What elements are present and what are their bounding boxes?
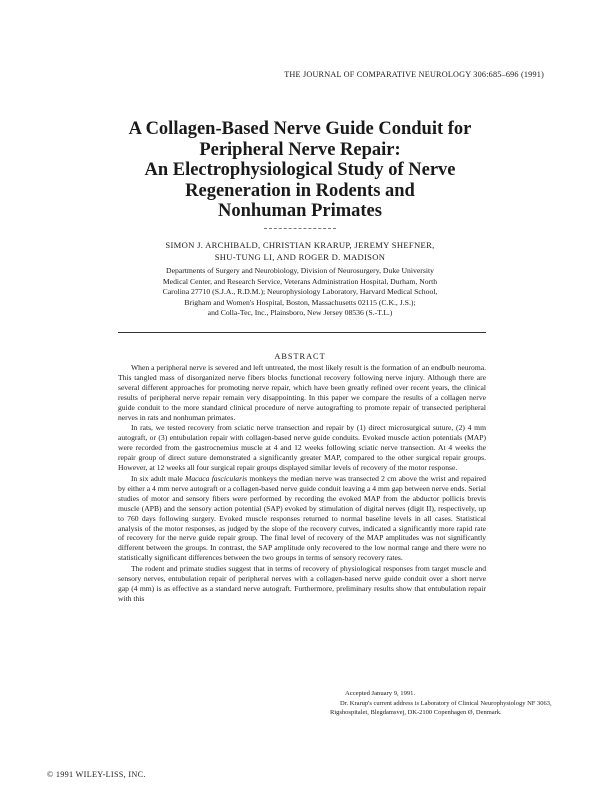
affiliation-line: Departments of Surgery and Neurobiology, Division of Neurosurgery, Duke University — [166, 266, 434, 275]
abstract-divider — [118, 332, 486, 333]
author-list — [0, 240, 600, 263]
abstract-heading: ABSTRACT — [274, 352, 326, 361]
affiliation-line: Medical Center, and Research Service, Veterans Administration Hospital, Durham, North — [162, 276, 438, 286]
abstract-paragraph: When a peripheral nerve is severed and left untreated, the most likely result is the formation of an endbulb neuroma. This tangled mass of disorganized nerve fibers blocks functional recovery following nerve injury. Although there are several different approaches for promoting nerve repair, which have been greatly refined over recent years, the clinical results of peripheral nerve repair remain very disappointing. In this paper we compare the results of a collagen nerve guide conduit to the more standard clinical procedure of nerve autografting to promote repair of transected peripheral nerves in rats and nonhuman primates. — [118, 363, 486, 422]
abstract-body — [118, 363, 486, 605]
title-line: A Collagen-Based Nerve Guide Conduit for — [128, 119, 472, 139]
title-line: Nonhuman Primates — [218, 201, 382, 221]
affiliation-line: and Colla-Tec, Inc., Plainsboro, New Jersey 08536 (S.-T.L.) — [207, 308, 393, 318]
affiliation-line: Brigham and Women's Hospital, Boston, Massachusetts 02115 (C.K., J.S.); — [184, 297, 416, 307]
title-line: An Electrophysiological Study of Nerve — [144, 160, 456, 180]
abstract-paragraph — [118, 474, 486, 563]
author-line: SIMON J. ARCHIBALD, CHRISTIAN KRARUP, JEREMY SHEFNER, — [165, 240, 435, 250]
running-head: THE JOURNAL OF COMPARATIVE NEUROLOGY 306:685–696 (1991) — [284, 70, 544, 79]
article-title — [0, 119, 600, 222]
author-line: SHU-TUNG LI, AND ROGER D. MADISON — [214, 251, 386, 262]
affiliations — [0, 266, 600, 319]
abstract-paragraph: The rodent and primate studies suggest that in terms of recovery of physiological responses from target muscle and sensory nerves, entubulation repair of peripheral nerves with a collagen-based nerve guide conduit over a short nerve gap (4 mm) is as effective as a standard nerve autograft. Furthermore, preliminary results show that entubulation repair with this — [118, 564, 486, 603]
accepted-date: Accepted January 9, 1991. — [345, 690, 416, 697]
affiliation-line: Carolina 27710 (S.J.A., R.D.M.); Neurophysiology Laboratory, Harvard Medical School, — [162, 287, 438, 297]
abstract-paragraph: In rats, we tested recovery from sciatic nerve transection and repair by (1) direct microsurgical suture, (2) 4 mm autograft, or (3) entubulation repair with collagen-based nerve guide conduits. Evoked muscle action potentials (MAP) were recorded from the gastrocnemius muscle at 4 and 12 weeks following sciatic nerve transection. At 4 weeks the repair group of direct suture demonstrated a significantly greater MAP, compared to the other surgical repair groups. However, at 12 weeks all four surgical repair groups displayed similar levels of recovery of the motor response. — [118, 423, 486, 473]
abstract-text: monkeys the median nerve was transected 2 cm above the wrist and repaired by either a 4 mm nerve autograft or a collagen-based nerve guide conduit leaving a 4 mm gap between nerve ends. Serial studies of motor and sensory fibers were performed by recording the evoked MAP from the abductor pollicis brevis muscle (APB) and the sensory action potential (SAP) evoked by stimulation of digital nerves (digit II), respectively, up to 760 days following surgery. Evoked muscle responses returned to normal baseline levels in all cases. Statistical analysis of the motor responses, as judged by the slope of the recovery curves, indicated a significantly more rapid rate of recovery for the nerve guide repair group. The final level of recovery of the MAP amplitudes was not significantly different between the groups. In contrast, the SAP amplitude only recovered to the low normal range and there were no statistically significant differences between the two groups in terms of sensory recovery rates. — [118, 473, 487, 563]
title-line: Regeneration in Rodents and — [185, 180, 415, 201]
abstract-text: In six adult male — [131, 473, 186, 483]
species-name: Macaca fascicularis — [185, 473, 248, 483]
correspondence-note: Dr. Krarup's current address is Laboratory of Clinical Neurophysiology NF 3063, Rigshospitalet, Blegdamsvej, DK-2100 Copenhagen Ø, Denmark. — [330, 700, 552, 716]
copyright-notice: © 1991 WILEY-LISS, INC. — [47, 770, 146, 779]
title-divider — [264, 228, 336, 229]
title-line: Peripheral Nerve Repair: — [199, 139, 401, 160]
